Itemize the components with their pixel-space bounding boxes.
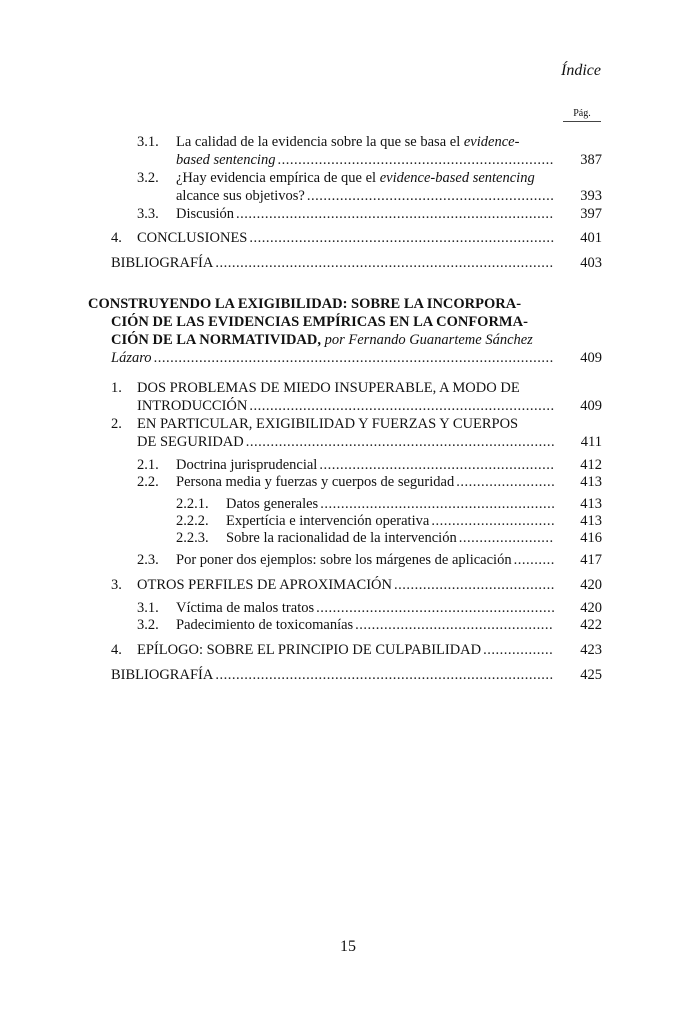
- toc-entry[interactable]: [137, 433, 556, 451]
- entry-title-italic: evidence-based sentencing: [379, 170, 535, 186]
- toc-entry[interactable]: [137, 576, 556, 594]
- leader-dots: [514, 551, 554, 569]
- entry-number: 1.: [111, 380, 122, 396]
- toc-entry[interactable]: [176, 616, 556, 634]
- toc-entry[interactable]: [176, 551, 556, 569]
- toc-entry[interactable]: [111, 349, 556, 367]
- entry-page: 413: [580, 474, 602, 490]
- entry-title-text: DOS PROBLEMAS DE MIEDO INSUPERABLE, A MODO DE: [137, 380, 520, 396]
- entry-title-text: Persona media y fuerzas y cuerpos de seguridad: [176, 474, 455, 490]
- chapter-author: Lázaro: [111, 350, 152, 366]
- toc-entry[interactable]: [226, 529, 556, 547]
- entry-title-text: Expertícia e intervención operativa: [226, 513, 430, 529]
- leader-dots: [215, 254, 554, 272]
- entry-number: 4.: [111, 642, 122, 658]
- leader-dots: [277, 151, 554, 169]
- toc-entry[interactable]: [226, 512, 556, 530]
- leader-dots: [215, 666, 554, 684]
- entry-title-text: La calidad de la evidencia sobre la que se basa el: [176, 134, 461, 150]
- running-header-title: Índice: [561, 62, 601, 79]
- leader-dots: [319, 456, 554, 474]
- chapter-title-line: [111, 331, 533, 349]
- entry-page: 409: [580, 398, 602, 414]
- entry-title-text: INTRODUCCIÓN: [137, 398, 248, 414]
- entry-title-text: Doctrina jurisprudencial: [176, 457, 318, 473]
- leader-dots: [236, 205, 554, 223]
- entry-title-text: Discusión: [176, 206, 234, 222]
- toc-entry[interactable]: [137, 397, 556, 415]
- chapter-title-line: CIÓN DE LAS EVIDENCIAS EMPÍRICAS EN LA CONFORMA-: [111, 314, 528, 330]
- entry-title-text: BIBLIOGRAFÍA: [111, 255, 214, 271]
- entry-title-text: Sobre la racionalidad de la intervención: [226, 530, 457, 546]
- entry-title-text: CONCLUSIONES: [137, 230, 248, 246]
- leader-dots: [249, 229, 554, 247]
- entry-number: 2.1.: [137, 457, 159, 473]
- leader-dots: [307, 187, 554, 205]
- entry-number: 3.1.: [137, 600, 159, 616]
- toc-entry[interactable]: [137, 641, 556, 659]
- entry-title-text: Padecimiento de toxicomanías: [176, 617, 354, 633]
- entry-title-italic: evidence-: [463, 134, 520, 150]
- chapter-title-text: CIÓN DE LA NORMATIVIDAD,: [111, 332, 321, 348]
- entry-page: 403: [580, 255, 602, 271]
- page-number: 15: [340, 938, 356, 955]
- leader-dots: [459, 529, 554, 547]
- toc-entry[interactable]: [137, 229, 556, 247]
- entry-page: 409: [580, 350, 602, 366]
- entry-title-text: BIBLIOGRAFÍA: [111, 667, 214, 683]
- leader-dots: [316, 599, 554, 617]
- entry-title-text: EPÍLOGO: SOBRE EL PRINCIPIO DE CULPABILIDAD: [137, 642, 482, 658]
- entry-page: 423: [580, 642, 602, 658]
- toc-entry[interactable]: [111, 666, 556, 684]
- entry-page: 425: [580, 667, 602, 683]
- entry-number: 3.: [111, 577, 122, 593]
- entry-page: 412: [580, 457, 602, 473]
- toc-entry[interactable]: [176, 205, 556, 223]
- entry-number: 3.1.: [137, 134, 159, 150]
- entry-title: [176, 169, 535, 187]
- toc-entry[interactable]: [111, 254, 556, 272]
- entry-number: 3.2.: [137, 170, 159, 186]
- entry-number: 2.: [111, 416, 122, 432]
- entry-page: 393: [580, 188, 602, 204]
- entry-title: [176, 133, 519, 151]
- leader-dots: [394, 576, 554, 594]
- leader-dots: [456, 473, 554, 491]
- toc-entry[interactable]: [176, 456, 556, 474]
- page-column-label: Pág.: [563, 108, 601, 122]
- entry-number: 2.2.1.: [176, 496, 209, 512]
- leader-dots: [483, 641, 554, 659]
- entry-page: 397: [580, 206, 602, 222]
- toc-entry[interactable]: [176, 187, 556, 205]
- leader-dots: [249, 397, 554, 415]
- entry-number: 4.: [111, 230, 122, 246]
- chapter-author: por Fernando Guanarteme Sánchez: [324, 332, 533, 348]
- leader-dots: [154, 349, 554, 367]
- entry-title-text: ¿Hay evidencia empírica de que el: [176, 170, 377, 186]
- toc-entry[interactable]: [176, 151, 556, 169]
- entry-title-text: OTROS PERFILES DE APROXIMACIÓN: [137, 577, 392, 593]
- entry-title-text: Víctima de malos tratos: [176, 600, 315, 616]
- leader-dots: [355, 616, 554, 634]
- leader-dots: [431, 512, 554, 530]
- leader-dots: [246, 433, 554, 451]
- entry-page: 401: [580, 230, 602, 246]
- entry-page: 411: [580, 434, 602, 450]
- entry-title-text: alcance sus objetivos?: [176, 188, 305, 204]
- entry-number: 2.3.: [137, 552, 159, 568]
- toc-entry[interactable]: [176, 473, 556, 491]
- entry-title-text: DE SEGURIDAD: [137, 434, 244, 450]
- toc-entry[interactable]: [176, 599, 556, 617]
- chapter-title-line: CONSTRUYENDO LA EXIGIBILIDAD: SOBRE LA INCORPORA-: [88, 296, 522, 312]
- entry-title-text: EN PARTICULAR, EXIGIBILIDAD Y FUERZAS Y CUERPOS: [137, 416, 519, 432]
- entry-page: 420: [580, 577, 602, 593]
- entry-page: 422: [580, 617, 602, 633]
- entry-title-italic: based sentencing: [176, 152, 276, 168]
- entry-number: 2.2.3.: [176, 530, 209, 546]
- entry-page: 416: [580, 530, 602, 546]
- entry-title-text: Por poner dos ejemplos: sobre los márgenes de aplicación: [176, 552, 512, 568]
- entry-number: 3.2.: [137, 617, 159, 633]
- entry-page: 417: [580, 552, 602, 568]
- entry-number: 3.3.: [137, 206, 159, 222]
- entry-page: 387: [580, 152, 602, 168]
- toc-entry[interactable]: [226, 495, 556, 513]
- entry-page: 413: [580, 496, 602, 512]
- entry-title-text: Datos generales: [226, 496, 319, 512]
- entry-number: 2.2.2.: [176, 513, 209, 529]
- entry-number: 2.2.: [137, 474, 159, 490]
- entry-page: 413: [580, 513, 602, 529]
- leader-dots: [320, 495, 554, 513]
- entry-page: 420: [580, 600, 602, 616]
